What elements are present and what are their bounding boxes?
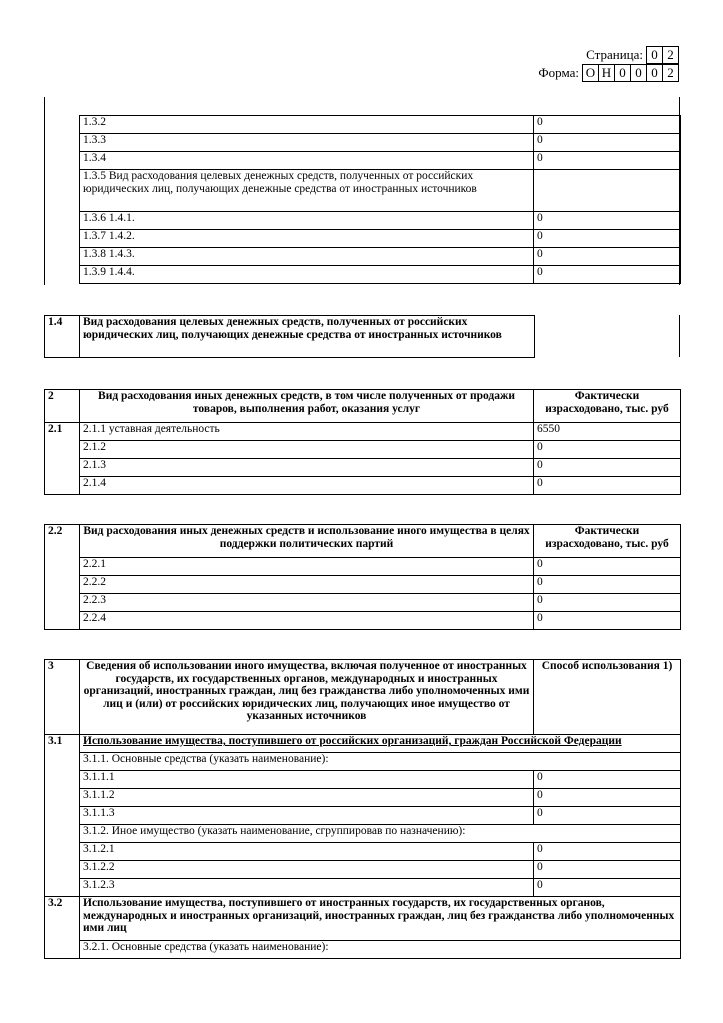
- table-row: [45, 459, 681, 477]
- row-item: 1.3.3: [80, 134, 534, 152]
- row-value: 0: [534, 843, 681, 861]
- section-1-4-table: [44, 315, 535, 358]
- section-number: 2: [45, 390, 80, 423]
- table-row: [45, 735, 681, 753]
- group-heading: 3.1.2. Иное имущество (указать наименование, сгруппировав по назначению):: [80, 825, 681, 843]
- row-item: 1.3.9 1.4.4.: [80, 266, 534, 284]
- row-value: 0: [534, 152, 681, 170]
- row-item: 3.1.1.1: [80, 771, 534, 789]
- section-title: Вид расходования целевых денежных средств, полученных от российских юридических лиц, получающих денежные средства от иностранных источников: [80, 316, 535, 358]
- row-item: 1.3.6 1.4.1.: [80, 212, 534, 230]
- section-2-2-table: [44, 524, 681, 630]
- column-header: Фактически израсходовано, тыс. руб: [534, 525, 681, 558]
- row-item: 1.3.8 1.4.3.: [80, 248, 534, 266]
- page-digit: 0: [651, 47, 658, 62]
- row-item: 1.3.7 1.4.2.: [80, 230, 534, 248]
- row-item: 2.1.3: [80, 459, 534, 477]
- group-heading: 3.1.1. Основные средства (указать наименование):: [80, 753, 681, 771]
- table-row: [45, 753, 681, 771]
- row-item: 3.1.2.3: [80, 879, 534, 897]
- page-number-row: [586, 46, 679, 64]
- group-heading: 3.2.1. Основные средства (указать наименование):: [80, 941, 681, 959]
- table-row: [45, 441, 681, 459]
- form-code-row: [538, 64, 679, 82]
- row-value: 0: [534, 212, 681, 230]
- table-row: [80, 212, 681, 230]
- row-value: 0: [534, 879, 681, 897]
- row-item: 3.1.1.3: [80, 807, 534, 825]
- row-item: 1.3.2: [80, 116, 534, 134]
- form-digit: 0: [614, 65, 630, 81]
- section-title: Вид расходования иных денежных средств и использование иного имущества в целях поддержки политических партий: [80, 525, 534, 558]
- row-item: 2.2.3: [80, 594, 534, 612]
- section-2-table: [44, 389, 681, 495]
- section-number: 3: [45, 660, 80, 735]
- table-row: [45, 423, 681, 441]
- row-value: 0: [534, 134, 681, 152]
- table-row: [80, 134, 681, 152]
- row-item: 2.2.4: [80, 612, 534, 630]
- table-header-row: [45, 660, 681, 735]
- column-header: Фактически израсходовано, тыс. руб: [534, 390, 681, 423]
- left-border-line: [44, 97, 45, 285]
- table-row: [45, 941, 681, 959]
- subsection-number: 2.1: [45, 423, 80, 495]
- table-row: [45, 612, 681, 630]
- form-digit: 0: [630, 65, 646, 81]
- row-item: 2.1.4: [80, 477, 534, 495]
- row-item: 3.1.2.2: [80, 861, 534, 879]
- section-1-3-table: [79, 115, 681, 284]
- table-row: [45, 789, 681, 807]
- table-row: [45, 558, 681, 576]
- row-value: 0: [534, 594, 681, 612]
- row-value: 0: [534, 477, 681, 495]
- row-value: 0: [534, 807, 681, 825]
- section-number: 2.2: [45, 525, 80, 630]
- row-item: 1.3.5 Вид расходования целевых денежных средств, полученных от российских юридических лиц, получающих денежные средства от иностранных источников: [80, 170, 534, 212]
- section-title: Вид расходования иных денежных средств, в том числе полученных от продажи товаров, выполнения работ, оказания услуг: [80, 390, 534, 423]
- table-row: [80, 170, 681, 212]
- row-item: 3.1.2.1: [80, 843, 534, 861]
- row-item: 2.2.1: [80, 558, 534, 576]
- row-value: 0: [534, 576, 681, 594]
- form-digit: Н: [598, 65, 614, 81]
- table-row: [45, 316, 535, 358]
- table-row: [80, 248, 681, 266]
- page-digit: 2: [662, 47, 678, 63]
- table-row: [80, 152, 681, 170]
- row-value: 0: [534, 612, 681, 630]
- table-row: [45, 825, 681, 843]
- row-value: 0: [534, 789, 681, 807]
- row-item: 2.1.1 уставная деятельность: [80, 423, 534, 441]
- subsection-number: 3.1: [45, 735, 80, 897]
- row-value: 0: [534, 266, 681, 284]
- table-row: [45, 576, 681, 594]
- table-row: [45, 477, 681, 495]
- table-row: [45, 879, 681, 897]
- form-digit: 0: [646, 65, 662, 81]
- page-number-cells: [646, 46, 679, 64]
- row-value: 0: [534, 861, 681, 879]
- form-digit: 2: [662, 65, 678, 81]
- table-row: [45, 843, 681, 861]
- column-header: Способ использования 1): [534, 660, 681, 735]
- row-value: 0: [534, 230, 681, 248]
- row-value: 0: [534, 441, 681, 459]
- section-number: 1.4: [45, 316, 80, 358]
- table-header-row: [45, 390, 681, 423]
- row-item: 2.2.2: [80, 576, 534, 594]
- table-row: [80, 266, 681, 284]
- subsection-number: 3.2: [45, 897, 80, 959]
- form-code-cells: [582, 64, 679, 82]
- page-label: Страница:: [586, 47, 643, 62]
- table-row: [45, 771, 681, 789]
- right-border-line: [679, 315, 680, 357]
- section-title: Сведения об использовании иного имущества, включая полученное от иностранных государств, их государственных органов, международных и иностранных организаций, иностранных граждан, лиц без гражданства либо уполномоченных ими лиц и (или) от российских юридических лиц, получающих иное имущество от указанных источников: [80, 660, 534, 735]
- row-value: [534, 170, 681, 212]
- row-value: 0: [534, 116, 681, 134]
- subsection-title: Использование имущества, поступившего от российских организаций, граждан Российской Федерации: [80, 735, 681, 753]
- row-item: 3.1.1.2: [80, 789, 534, 807]
- row-value: 0: [534, 558, 681, 576]
- table-row: [45, 807, 681, 825]
- section-3-table: [44, 659, 681, 959]
- form-digit: О: [585, 65, 596, 80]
- table-row: [45, 861, 681, 879]
- table-row: [80, 116, 681, 134]
- row-value: 0: [534, 248, 681, 266]
- row-value: 0: [534, 771, 681, 789]
- subsection-title: Использование имущества, поступившего от иностранных государств, их государственных органов, международных и иностранных организаций, иностранных граждан, лиц без гражданства либо уполномоченных ими лиц: [80, 897, 681, 941]
- table-row: [45, 897, 681, 941]
- row-value: 6550: [534, 423, 681, 441]
- table-row: [80, 230, 681, 248]
- table-header-row: [45, 525, 681, 558]
- row-item: 2.1.2: [80, 441, 534, 459]
- table-row: [45, 594, 681, 612]
- form-label: Форма:: [538, 65, 579, 80]
- row-value: 0: [534, 459, 681, 477]
- row-item: 1.3.4: [80, 152, 534, 170]
